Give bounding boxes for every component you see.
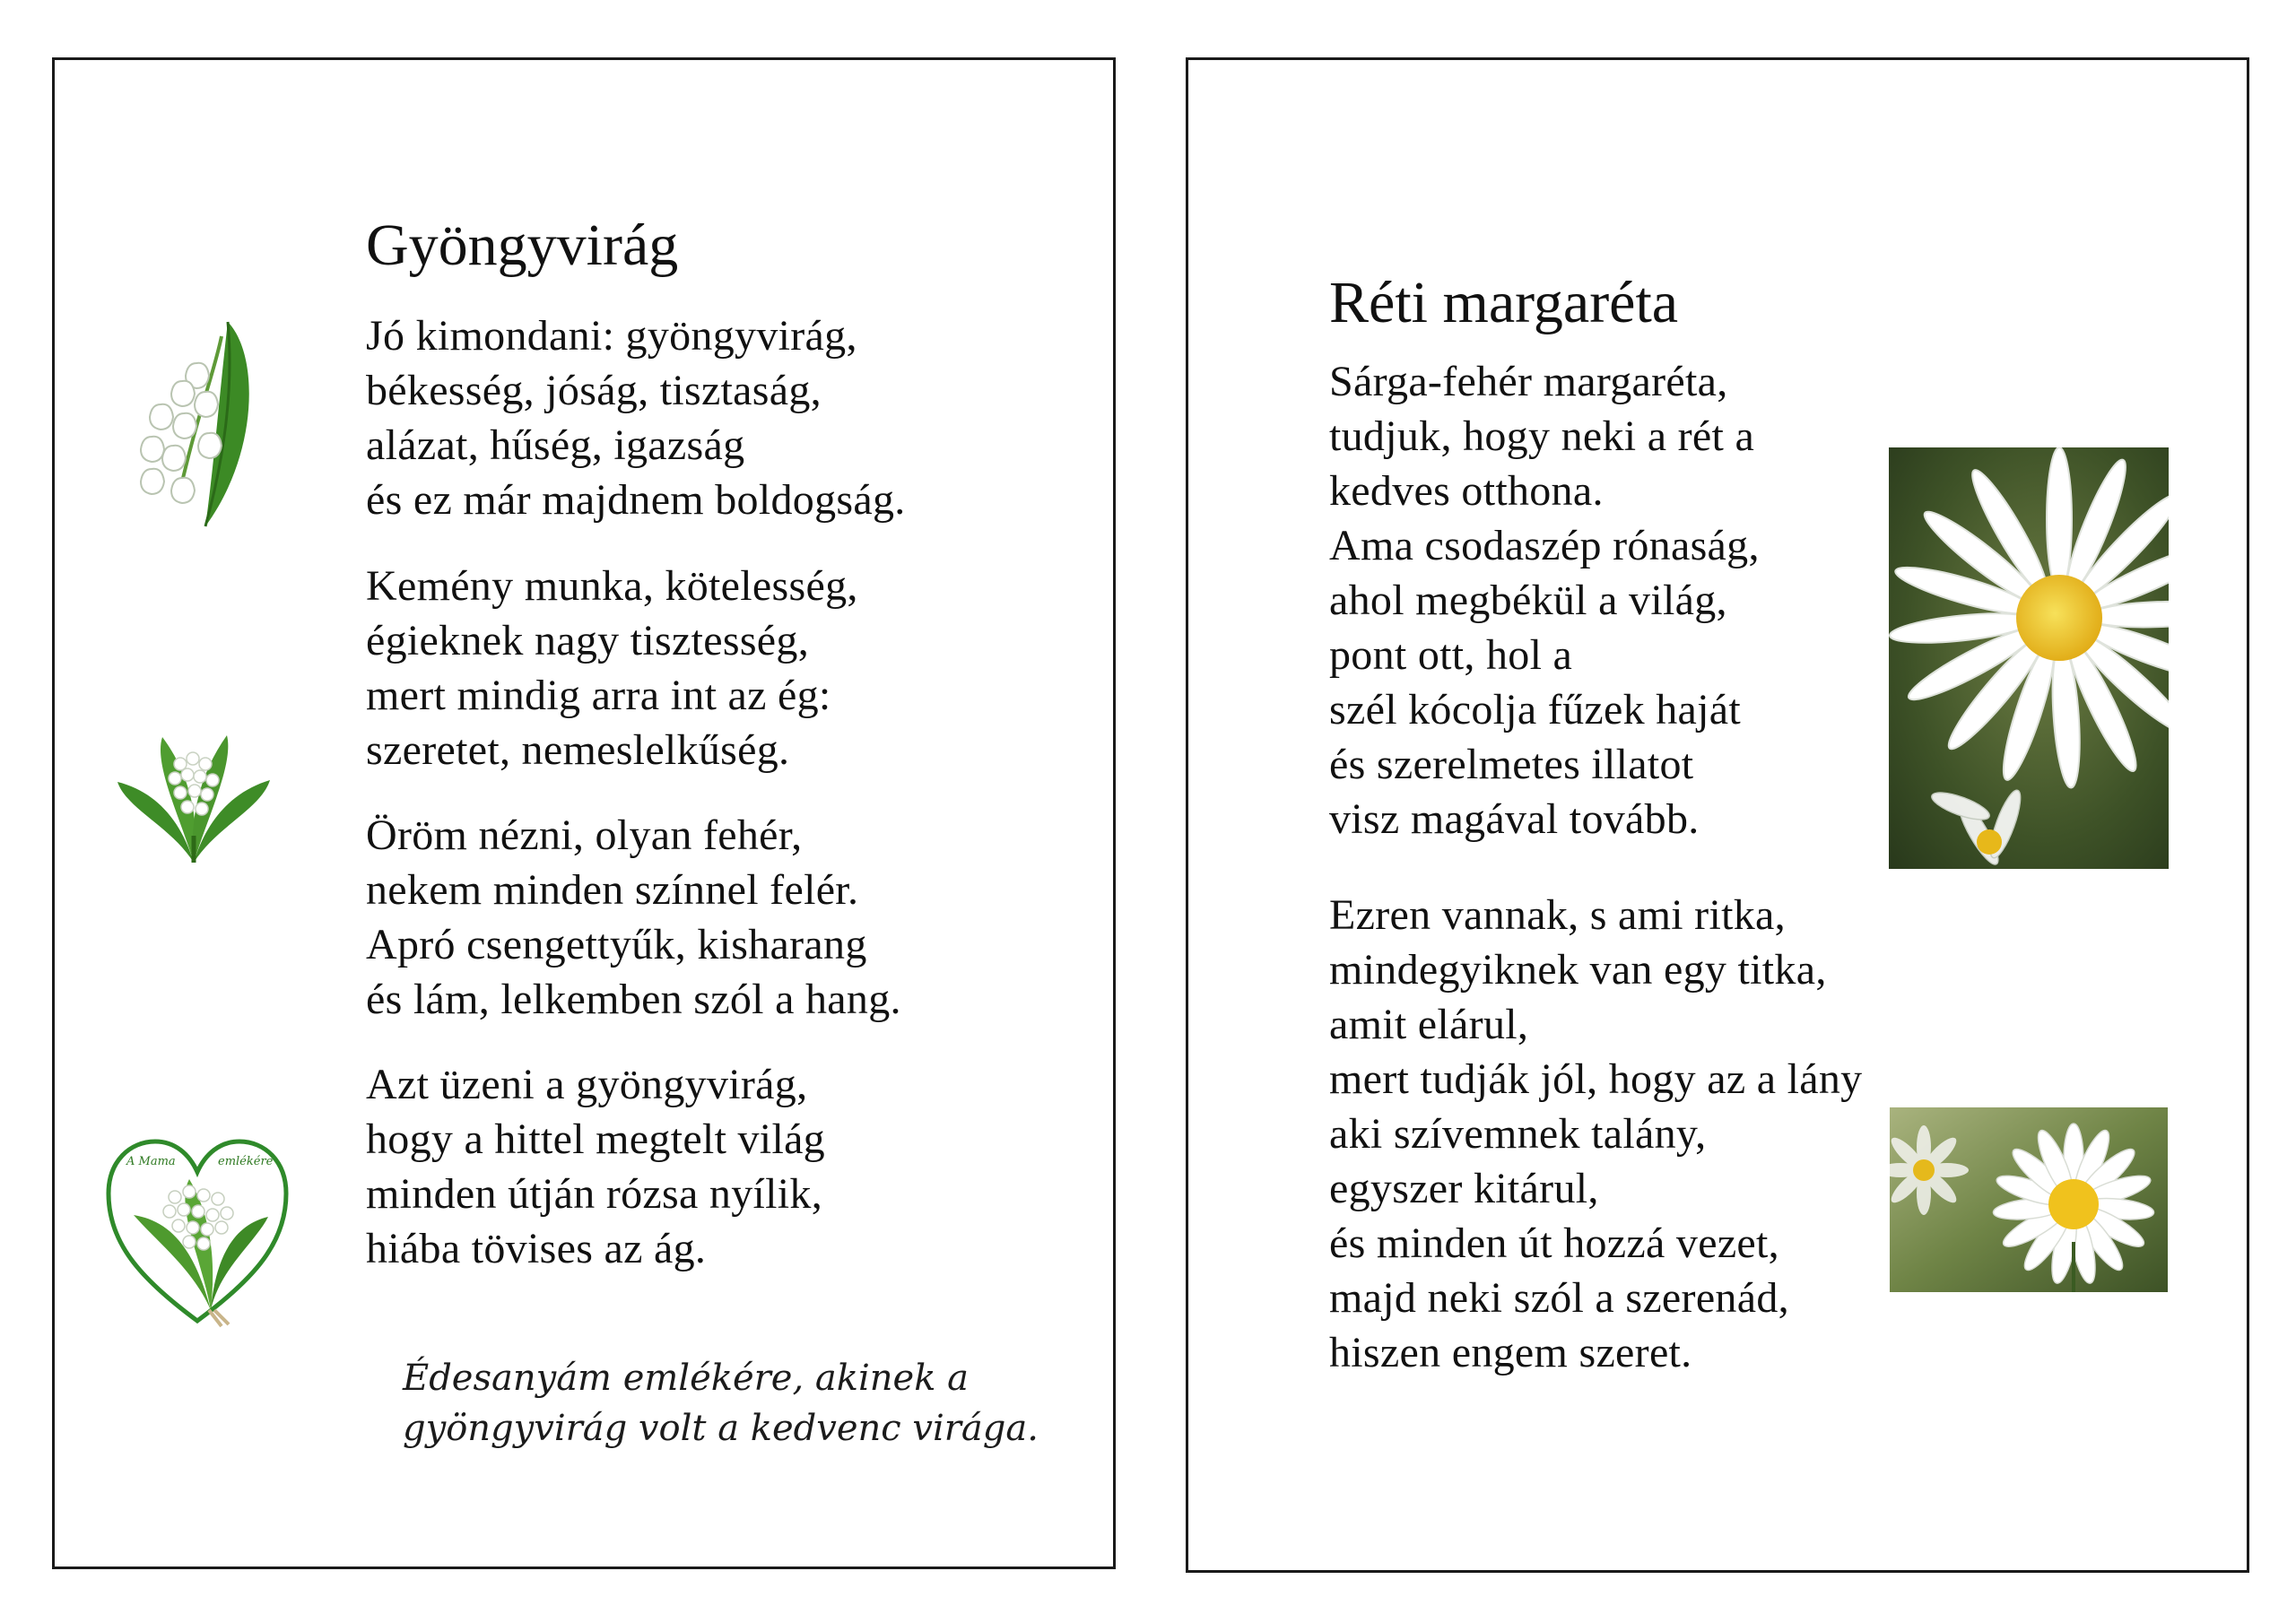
poem-line: szél kócolja fűzek haját [1329,686,1741,733]
poem-line: mert tudják jól, hogy az a lány [1329,1055,1863,1103]
stanza-1 [1329,354,1760,846]
poem-line: minden útján rózsa nyílik, [366,1170,823,1218]
lily-bouquet-illustration [117,728,270,870]
lily-sprig-illustration [134,318,259,530]
poem-line: mert mindig arra int az ég: [366,672,831,719]
heart-caption-left: A Mama [126,1155,176,1168]
poem-line: és szerelmetes illatot [1329,741,1694,788]
poem-line: mindegyiknek van egy titka, [1329,946,1827,994]
poem-line: és minden út hozzá vezet, [1329,1219,1779,1267]
poem-line: szeretet, nemeslelkűség. [366,726,790,774]
heart-lily-illustration [103,1134,291,1330]
poem-line: Öröm nézni, olyan fehér, [366,812,803,859]
heart-caption-right: emlékére [218,1155,274,1168]
poem-title-reti-margareta: Réti margaréta [1329,270,1679,335]
daisy-photo-large [1889,447,2169,869]
right-page [1186,57,2249,1573]
dedication [403,1353,1039,1454]
poem-line: és lám, lelkemben szól a hang. [366,976,901,1023]
stanza-4 [366,1057,825,1276]
poem-line: hiszen engem szeret. [1329,1329,1692,1376]
left-page [52,57,1116,1569]
daisy-photo-small [1890,1107,2168,1292]
poem-line: aki szívemnek talány, [1329,1110,1707,1158]
dedication-line: Édesanyám emlékére, akinek a [403,1358,970,1399]
poem-line: ahol megbékül a világ, [1329,577,1727,624]
poem-line: tudjuk, hogy neki a rét a [1329,412,1755,460]
poem-line: pont ott, hol a [1329,631,1573,679]
poem-line: és ez már majdnem boldogság. [366,476,906,524]
poem-line: Jó kimondani: gyöngyvirág, [366,312,857,360]
poem-line: békesség, jóság, tisztaság, [366,367,822,414]
poem-line: egyszer kitárul, [1329,1165,1599,1212]
poem-line: nekem minden színnel felér. [366,866,859,914]
poem-line: visz magával tovább. [1329,795,1700,843]
poem-line: Kemény munka, kötelesség, [366,562,858,610]
poem-line: hogy a hittel megtelt világ [366,1115,825,1163]
poem-line: kedves otthona. [1329,467,1604,515]
poem-line: Sárga-fehér margaréta, [1329,358,1728,405]
stanza-2 [1329,888,1862,1380]
stanza-3 [366,808,901,1027]
stanza-1 [366,308,906,527]
poem-line: Ezren vannak, s ami ritka, [1329,891,1786,939]
poem-line: Azt üzeni a gyöngyvirág, [366,1061,808,1108]
poem-line: hiába tövises az ág. [366,1225,707,1272]
poem-line: amit elárul, [1329,1001,1529,1048]
poem-title-gyongyvirag: Gyöngyvirág [366,213,679,278]
poem-line: majd neki szól a szerenád, [1329,1274,1789,1322]
poem-line: Ama csodaszép rónaság, [1329,522,1760,569]
dedication-line: gyöngyvirág volt a kedvenc virága. [403,1408,1039,1449]
stanza-2 [366,559,858,777]
poem-line: Apró csengettyűk, kisharang [366,921,867,968]
poem-line: égieknek nagy tisztesség, [366,617,810,664]
poem-line: alázat, hűség, igazság [366,421,745,469]
